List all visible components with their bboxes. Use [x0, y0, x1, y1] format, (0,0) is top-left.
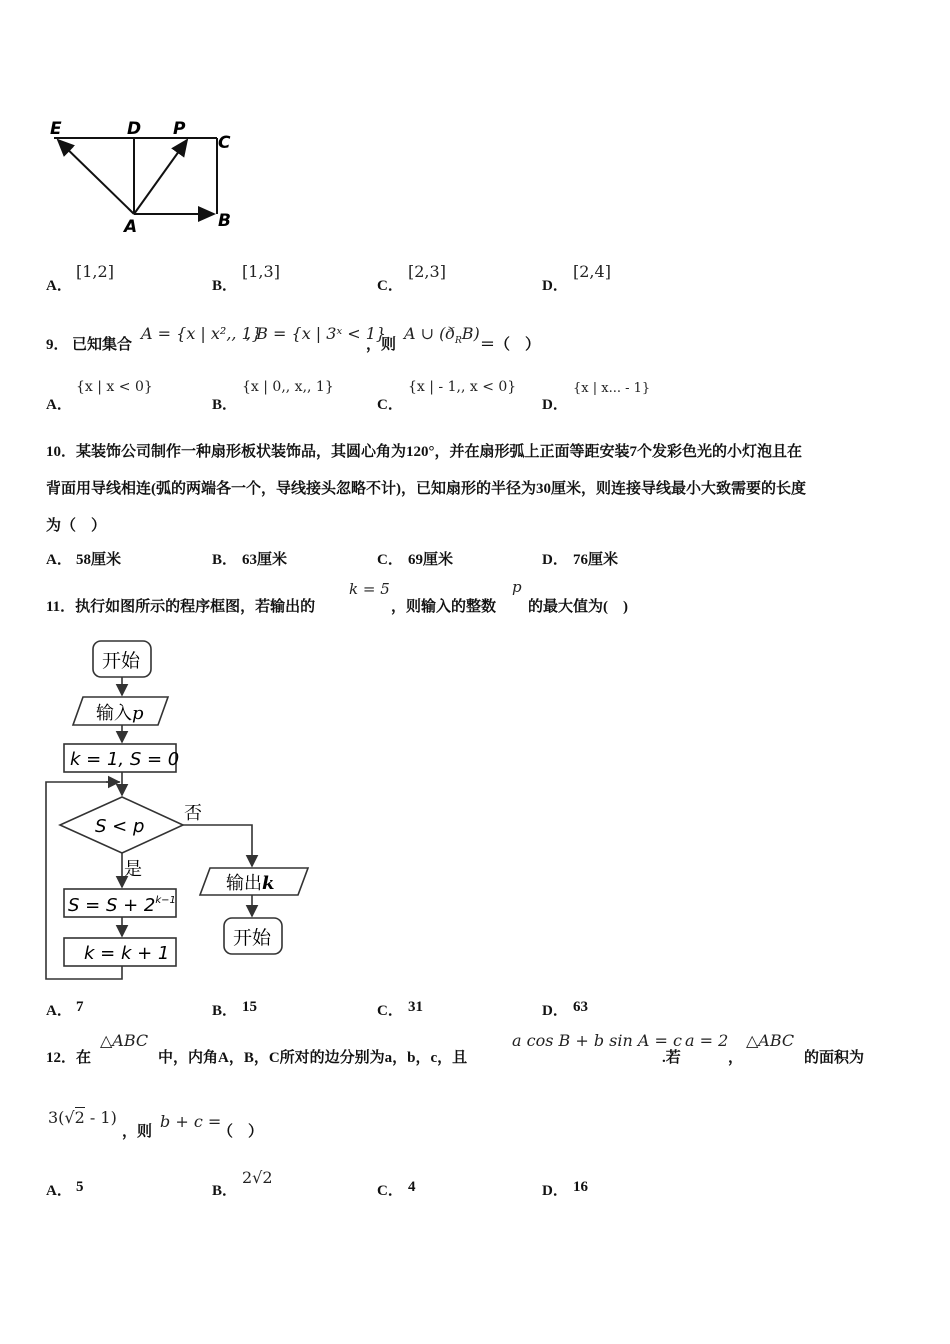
q10-line-1: 10．某装饰公司制作一种扇形板状装饰品，其圆心角为120°，并在扇形弧上正面等距安装7个发彩色光的小灯泡且在: [46, 444, 803, 460]
q8-opt-b-value: [1,3]: [242, 262, 280, 281]
flow-yes-label: 是: [124, 859, 142, 880]
q11-opt-a-letter: A．: [46, 1003, 72, 1019]
q9-expr: A ∪ $(ð_RB)$: [404, 324, 480, 347]
q11-text-2: ，则输入的整数: [391, 599, 497, 615]
q8-opt-d-value: [2,4]: [573, 262, 611, 281]
q12-comma: ，: [728, 1050, 744, 1066]
q12-bc: b + c =: [160, 1112, 222, 1131]
q12-opt-b-value: 2√2: [242, 1168, 273, 1187]
flowchart: [40, 635, 320, 985]
q11-opt-c-value: 31: [408, 999, 423, 1015]
q8-opt-c-letter: C．: [377, 278, 403, 294]
q12-opt-a-letter: A．: [46, 1183, 72, 1199]
q12-text-2: .若: [662, 1050, 681, 1066]
q12-triangle-2: △ABC: [746, 1031, 795, 1050]
q10-opt-a-letter: A．: [46, 552, 72, 568]
q12-text-4: ，则: [122, 1124, 153, 1140]
flow-start-text: 开始: [102, 650, 141, 672]
q8-opt-b-letter: B．: [212, 278, 238, 294]
q12-opt-d-value: 16: [573, 1179, 588, 1195]
label-e: E: [50, 119, 62, 139]
q9-opt-c-letter: C．: [377, 397, 403, 413]
q10-line-2: 背面用导线相连(弧的两端各一个，导线接头忽略不计)，已知扇形的半径为30厘米，则连接导线最小大致需要的长度: [46, 481, 806, 497]
label-c: C: [218, 133, 231, 153]
q10-opt-b-letter: B．: [212, 552, 238, 568]
q8-opt-d-letter: D．: [542, 278, 568, 294]
q11-text-3: 的最大值为( ): [528, 599, 628, 615]
flow-no-branch: [183, 825, 252, 866]
q10-opt-c-value: 69厘米: [408, 552, 454, 568]
label-d: D: [127, 119, 142, 139]
q8-opt-a-letter: A．: [46, 278, 72, 294]
q11-opt-b-value: 15: [242, 999, 257, 1015]
flow-condition-text: S < p: [95, 816, 145, 837]
q12-text-3: 的面积为: [804, 1050, 865, 1066]
q9-then: ，则: [366, 337, 397, 353]
q12-tail: （ ）: [218, 1124, 264, 1140]
q12-triangle: △ABC: [100, 1031, 149, 1050]
q12-opt-d-letter: D．: [542, 1183, 568, 1199]
q9-prefix: 已知集合: [72, 337, 133, 353]
q11-opt-d-letter: D．: [542, 1003, 568, 1019]
q10-opt-c-letter: C．: [377, 552, 403, 568]
q9-opt-a-value: {x | x < 0}: [76, 379, 153, 395]
flow-input-text: 输入p: [96, 703, 144, 724]
q12-a-value: a = 2: [685, 1031, 729, 1050]
q10-opt-a-value: 58厘米: [76, 552, 122, 568]
flow-update-k-text: k = k + 1: [84, 943, 170, 964]
q12-opt-c-value: 4: [408, 1179, 416, 1195]
q9-opt-b-letter: B．: [212, 397, 238, 413]
flow-init-text: k = 1, S = 0: [70, 749, 180, 770]
q11-opt-d-value: 63: [573, 999, 588, 1015]
q12-opt-c-letter: C．: [377, 1183, 403, 1199]
label-a: A: [124, 217, 138, 237]
q12-opt-b-letter: B．: [212, 1183, 238, 1199]
flow-end-text: 开始: [233, 927, 272, 949]
q12-text-1: 中，内角A，B，C所对的边分别为a，b，c，且: [158, 1050, 468, 1066]
q11-text-1: 11．执行如图所示的程序框图，若输出的: [46, 599, 316, 615]
flow-output-text: 输出k: [226, 873, 275, 894]
vector-ap: [134, 140, 187, 214]
q11-k-value: k = 5: [349, 580, 390, 598]
q11-p: p: [512, 578, 522, 596]
q10-opt-d-letter: D．: [542, 552, 568, 568]
q10-line-3: 为（ ）: [46, 518, 107, 534]
q8-opt-a-value: [1,2]: [76, 262, 114, 281]
q12-equation: a cos B + b sin A = c: [512, 1031, 682, 1050]
geometry-figure: [40, 110, 250, 240]
q9-set-b: , B = {x | 3ˣ < 1}: [246, 324, 387, 343]
q9-opt-c-value: {x | - 1,, x < 0}: [408, 379, 517, 395]
q9-number: 9．: [46, 337, 69, 353]
label-p: P: [173, 119, 186, 139]
q12-number: 12．在: [46, 1050, 92, 1066]
q11-opt-c-letter: C．: [377, 1003, 403, 1019]
q9-opt-a-letter: A．: [46, 397, 72, 413]
q9-tail: ＝（ ）: [480, 337, 541, 353]
q12-area: 3(√2 - 1): [48, 1108, 117, 1127]
label-b: B: [218, 211, 231, 231]
q9-opt-b-value: {x | 0,, x,, 1}: [242, 379, 334, 395]
q11-opt-a-value: 7: [76, 999, 84, 1015]
q10-opt-d-value: 76厘米: [573, 552, 619, 568]
vector-ae: [58, 140, 134, 214]
q9-opt-d-letter: D．: [542, 397, 568, 413]
q10-opt-b-value: 63厘米: [242, 552, 288, 568]
flow-update-s-text: $S = S + 2^{k-1}$: [68, 895, 176, 916]
q11-opt-b-letter: B．: [212, 1003, 238, 1019]
flow-no-label: 否: [184, 803, 202, 824]
q12-opt-a-value: 5: [76, 1179, 84, 1195]
q9-set-a: A = {x | x²,, 1}: [141, 324, 262, 343]
q9-opt-d-value: {x | x... - 1}: [573, 381, 651, 396]
q8-opt-c-value: [2,3]: [408, 262, 446, 281]
